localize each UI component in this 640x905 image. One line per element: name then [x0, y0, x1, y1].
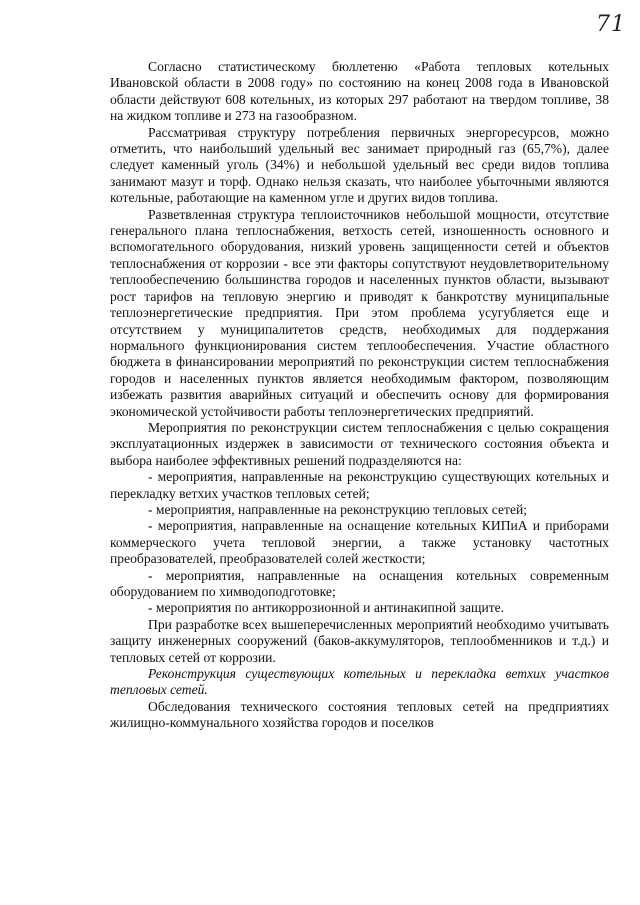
list-item-water-treatment: - мероприятия, направленные на оснащения котельных современным оборудованием по химводоподготовке; [110, 567, 609, 599]
list-item-corrosion-protection: - мероприятия по антикоррозионной и антинакипной защите. [148, 600, 505, 616]
page-number: 71 [596, 12, 626, 37]
paragraph-inspection: Обследования технического состояния тепловых сетей на предприятиях жилищно-коммунального хозяйства городов и поселков [110, 698, 609, 731]
section-heading-reconstruction: Реконструкция существующих котельных и перекладка ветхих участков тепловых сетей. [110, 666, 609, 698]
list-item-network-reconstruction: - мероприятия, направленные на реконструкцию тепловых сетей; [148, 501, 528, 517]
list-item-metering-equipment: - мероприятия, направленные на оснащение котельных КИПиА и приборами коммерческого учета тепловой энергии, а также установку частотных преобразователей, преобразователей солей жесткости; [110, 518, 609, 567]
document-body [110, 59, 609, 732]
paragraph-heat-sources: Разветвленная структура теплоисточников небольшой мощности, отсутствие генерального плана теплоснабжения, ветхость сетей, изношенность основного и вспомогательного оборудования, низкий уровень защищенности сетей и объектов теплоснабжения от коррозии - все эти факторы сопутствуют неудовлетворительному теплообеспечению большинства городов и населенных пунктов области, вызывают рост тарифов на тепловую энергию и приводят к банкротству муниципальные теплоэнергетические предприятия. При этом проблема усугубляется еще и отсутствием у муниципалитетов средств, необходимых для поддержания нормального функционирования систем теплообеспечения. Участие областного бюджета в финансировании мероприятий по реконструкции систем теплоснабжения городов и населенных пунктов является необходимым фактором, позволяющим избежать развития аварийных ситуаций и обеспечить основу для формирования экономической устойчивости работы теплоэнергетических предприятий. [110, 206, 609, 419]
paragraph-protection-note: При разработке всех вышеперечисленных мероприятий необходимо учитывать защиту инженерных сооружений (баков-аккумуляторов, теплообменников и т.д.) и тепловых сетей от коррозии. [110, 616, 609, 665]
paragraph-measures-intro: Мероприятия по реконструкции систем теплоснабжения с целью сокращения эксплуатационных издержек в зависимости от технического состояния объекта и выбора наиболее эффективных решений подразделяются на: [110, 419, 609, 468]
paragraph-energy-structure: Рассматривая структуру потребления первичных энергоресурсов, можно отметить, что наибольший удельный вес занимает природный газ (65,7%), далее следует каменный уголь (34%) и небольшой удельный вес среди видов топлива занимают мазут и торф. Однако нельзя сказать, что наиболее убыточными являются котельные, работающие на каменном угле и других видов топлива. [110, 124, 609, 206]
paragraph-boiler-statistics: Согласно статистическому бюллетеню «Работа тепловых котельных Ивановской области в 2008 году» по состоянию на конец 2008 года в Ивановской области действуют 608 котельных, из которых 297 работают на твердом топливе, 38 на жидком топливе и 273 на газообразном. [110, 59, 609, 124]
list-item-boiler-reconstruction: - мероприятия, направленные на реконструкцию существующих котельных и перекладку ветхих участков тепловых сетей; [110, 469, 609, 501]
